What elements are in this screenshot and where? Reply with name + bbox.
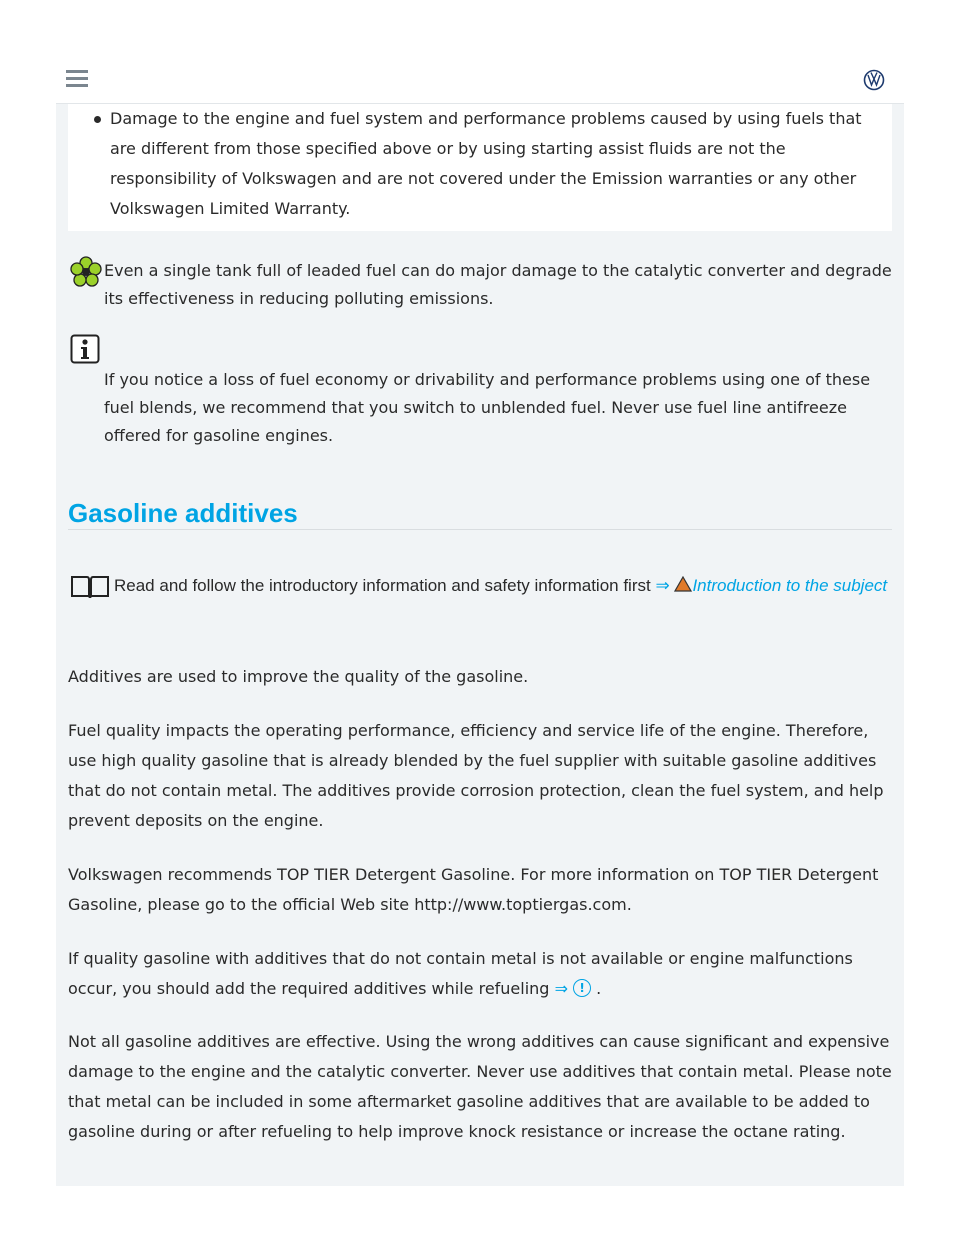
content-area	[56, 103, 904, 1186]
hamburger-menu-icon[interactable]	[66, 70, 88, 88]
volkswagen-logo-icon[interactable]	[863, 69, 885, 91]
paragraph: Fuel quality impacts the operating performance, efficiency and service life of the engine. Therefore, use high quality gasoline that is already blended by the fuel supplier with suitable gasoline additives that do not contain metal. The additives provide corrosion protection, clean the fuel system, and help prevent deposits on the engine.	[68, 721, 884, 830]
paragraph: If quality gasoline with additives that do not contain metal is not available or engine malfunctions occur, you should add the required additives while refueling ⇒ ! .	[68, 949, 853, 998]
divider	[68, 529, 892, 530]
bullet-box	[68, 104, 892, 231]
paragraph: Not all gasoline additives are effective. Using the wrong additives can cause significant and expensive damage to the engine and the catalytic converter. Never use additives that contain metal. Please note that metal can be included in some aftermarket gasoline additives that are available to be added to gasoline during or after refueling to help improve knock resistance or increase the octane rating.	[68, 1032, 892, 1141]
top-bar	[0, 0, 960, 103]
paragraph: Volkswagen recommends TOP TIER Detergent Gasoline. For more information on TOP TIER Detergent Gasoline, please go to the official Web site http://www.toptiergas.com.	[68, 865, 879, 914]
section-title: Gasoline additives	[68, 498, 298, 528]
environment-flower-icon	[70, 256, 102, 288]
introduction-link[interactable]: Introduction to the subject	[692, 576, 888, 595]
info-note: If you notice a loss of fuel economy or drivability and performance problems using one of these fuel blends, we recommend that you switch to unblended fuel. Never use fuel line antifreeze offered for gasoline engines.	[104, 370, 871, 445]
arrow-icon: ⇒	[554, 979, 568, 998]
bullet-item: Damage to the engine and fuel system and performance problems caused by using fuels that are different from those specified above or by using starting assist fluids are not the responsibility of Volkswagen and are not covered under the Emission warranties or any other Volkswagen Limited Warranty.	[110, 104, 880, 224]
environment-note: Even a single tank full of leaded fuel can do major damage to the catalytic converter and degrade its effectiveness in reducing polluting emissions.	[104, 261, 892, 308]
arrow-icon: ⇒	[655, 576, 670, 595]
warning-triangle-icon	[674, 576, 692, 592]
paragraph: Additives are used to improve the quality of the gasoline.	[68, 667, 529, 686]
read-first-note: Read and follow the introductory information and safety information first ⇒ Introduction to the subject	[114, 576, 888, 595]
info-icon	[70, 334, 100, 364]
notice-icon[interactable]: !	[573, 979, 591, 997]
